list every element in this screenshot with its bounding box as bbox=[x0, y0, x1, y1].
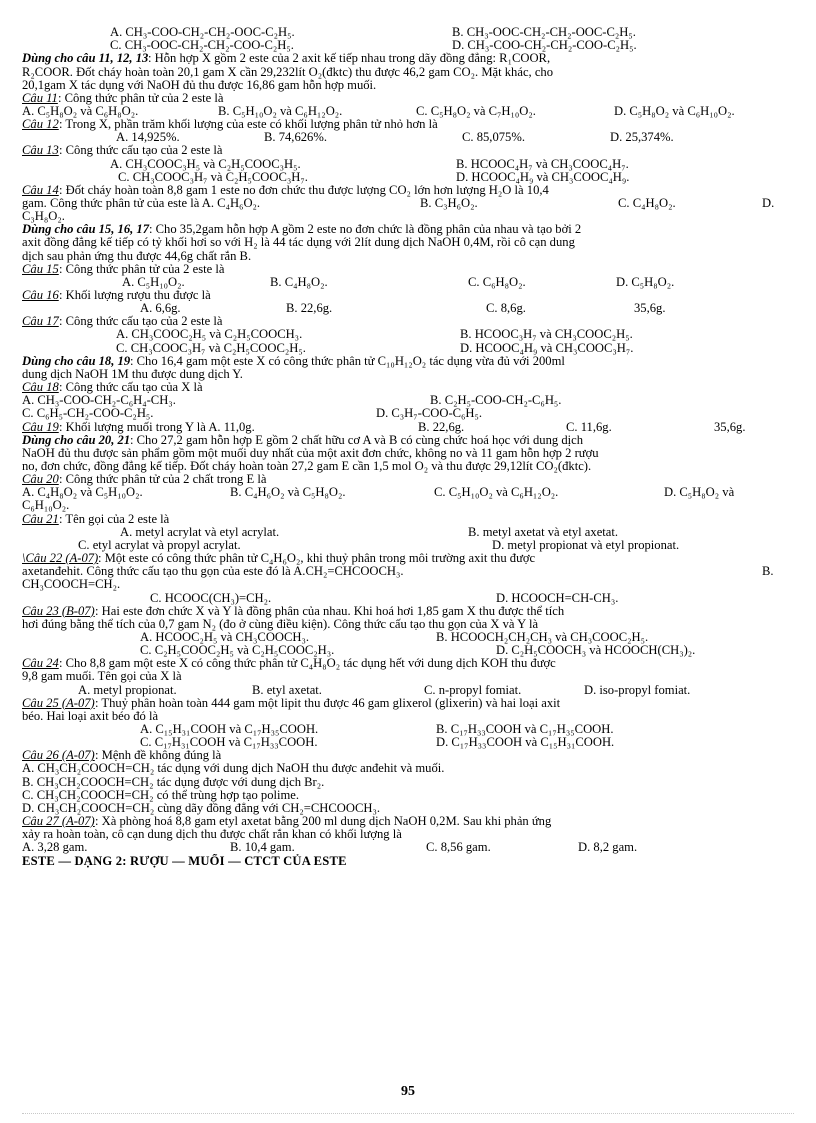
question-text: : Khối lượng rượu thu được là bbox=[59, 288, 211, 302]
text-segment: C. C₄H₈O₂. bbox=[618, 196, 676, 210]
text-line bbox=[22, 354, 794, 368]
text-line bbox=[22, 709, 794, 723]
text-segment: B. HCOOC₃H₇ và CH₃COOC₂H₅. bbox=[460, 327, 633, 342]
text-line bbox=[22, 656, 794, 670]
question-text: : Hai este đơn chức X và Y là đồng phân của nhau. Khi hoá hơi 1,85 gam X thu được thể tích bbox=[95, 603, 565, 618]
text-segment: no, đơn chức, đồng đẳng kế tiếp. Đốt cháy hoàn toàn 27,2 gam E cần 1,5 mol O₂ và thu được 29,12lít CO₂(đktc). bbox=[22, 458, 592, 473]
text-segment: C. C₆H₈O₂. bbox=[468, 274, 526, 289]
text-segment: 20,1gam X tác dụng với NaOH đủ thu được 16,86 gam hỗn hợp muối. bbox=[22, 77, 377, 92]
question-text: : Cho 8,8 gam một este X có công thức phân tử C₄H₈O₂ tác dụng hết với dung dịch KOH thu được bbox=[59, 656, 556, 671]
question-heading: Câu 19 bbox=[22, 419, 59, 434]
text-line bbox=[22, 393, 794, 407]
text-line bbox=[22, 788, 794, 802]
question-heading: Câu 15 bbox=[22, 261, 59, 276]
question-text: : Công thức phân tử của 2 este là bbox=[59, 261, 225, 276]
text-segment: C. C₂H₅COOC₂H₅ và C₂H₅COOC₂H₃. bbox=[140, 643, 335, 658]
question-heading: Dùng cho câu 20, 21 bbox=[22, 432, 131, 447]
text-segment: C. 85,075%. bbox=[462, 130, 525, 145]
text-segment: D. C₃H₇-COO-C₆H₅. bbox=[376, 406, 483, 421]
text-segment: D. C₅H₈O₂. bbox=[616, 274, 675, 289]
text-line bbox=[22, 840, 794, 854]
text-segment: NaOH đủ thu được sản phẩm gồm một muối duy nhất của một axit đơn chức, không no và 11 gam hỗn hợp 2 rượu bbox=[22, 445, 599, 460]
text-line bbox=[22, 314, 794, 328]
text-segment: C. CH₃COOC₃H₇ và C₂H₅COOC₂H₅. bbox=[116, 340, 306, 355]
text-segment: C. CH₃CH₂COOCH=CH₂ có thể trùng hợp tạo polime. bbox=[22, 787, 300, 802]
text-line bbox=[22, 91, 794, 105]
text-segment: C. C₅H₁₀O₂ và C₆H₁₂O₂. bbox=[434, 485, 559, 500]
text-segment: CH₃COOCH=CH₂. bbox=[22, 577, 121, 592]
text-line bbox=[22, 341, 794, 355]
text-line bbox=[22, 538, 794, 552]
text-segment: gam. Công thức phân tử của este là A. C₄H₆O₂. bbox=[22, 196, 261, 210]
question-text: : Công thức phân tử của 2 chất trong E là bbox=[59, 472, 267, 487]
text-segment: C. C₁₇H₃₁COOH và C₁₇H₃₃COOH. bbox=[140, 735, 318, 750]
text-segment: B. etyl axetat. bbox=[252, 682, 322, 697]
text-line bbox=[22, 288, 794, 302]
text-segment: B. 10,4 gam. bbox=[230, 840, 295, 855]
text-segment: dung dịch NaOH 1M thu được dung dịch Y. bbox=[22, 366, 243, 381]
text-line bbox=[22, 209, 794, 223]
text-segment: A. C₄H₈O₂ và C₅H₁₀O₂. bbox=[22, 485, 143, 500]
footer-rule bbox=[22, 1113, 794, 1114]
text-line bbox=[22, 735, 794, 749]
text-line bbox=[22, 78, 794, 92]
text-line bbox=[22, 235, 794, 249]
question-text: : Hỗn hợp X gồm 2 este của 2 axit kế tiếp nhau trong dãy đồng đẳng: R₁COOR, bbox=[148, 51, 551, 66]
text-segment: D. 8,2 gam. bbox=[578, 840, 638, 855]
text-segment: C. CH₃COOC₃H₇ và C₂H₅COOC₃H₇. bbox=[118, 169, 308, 184]
text-segment: hơi đúng bằng thể tích của 0,7 gam N₂ (đo ở cùng điều kiện). Công thức cấu tạo thu gọn của X và Y là bbox=[22, 616, 539, 631]
question-heading: Câu 17 bbox=[22, 314, 59, 329]
text-segment: A. CH₃CH₂COOCH=CH₂ tác dụng với dung dịch NaOH thu được anđehit và muối. bbox=[22, 761, 445, 776]
text-segment: B. 22,6g. bbox=[286, 301, 333, 316]
text-segment: B. C₅H₁₀O₂ và C₆H₁₂O₂. bbox=[218, 103, 343, 118]
text-segment: D. HCOOC₄H₉ và CH₃COOC₃H₇. bbox=[460, 340, 634, 355]
text-segment: A. 14,925%. bbox=[116, 130, 180, 145]
text-line bbox=[22, 25, 794, 39]
question-text: : Trong X, phần trăm khối lượng của este có khối lượng phân tử nhỏ hơn là bbox=[59, 117, 438, 131]
question-text: : Mệnh đề không đúng là bbox=[95, 748, 222, 763]
text-line bbox=[22, 249, 794, 263]
text-line bbox=[22, 472, 794, 486]
question-text: : Đốt cháy hoàn toàn 8,8 gam 1 este no đơn chức thu được lượng CO₂ lớn hơn lượng H₂O là 10,4 bbox=[59, 182, 549, 197]
question-heading: Câu 20 bbox=[22, 472, 59, 487]
text-line bbox=[22, 696, 794, 710]
text-segment: B. C₄H₈O₂. bbox=[270, 274, 328, 289]
text-segment: C. C₅H₈O₂ và C₇H₁₀O₂. bbox=[416, 103, 536, 118]
text-segment: D. HCOOCH=CH-CH₃. bbox=[496, 590, 619, 605]
text-segment: D. C₅H₈O₂ và C₆H₁₀O₂. bbox=[614, 103, 735, 118]
question-text: : Cho 27,2 gam hỗn hợp E gồm 2 chất hữu cơ A và B có cùng chức hoá học với dung dịch bbox=[130, 432, 583, 447]
question-heading: Câu 25 (A-07) bbox=[22, 695, 95, 710]
text-line bbox=[22, 630, 794, 644]
text-segment: D. 25,374%. bbox=[610, 130, 674, 145]
text-line bbox=[22, 157, 794, 171]
text-segment: axetanđehit. Công thức cấu tạo thu gọn của este đó là A.CH₂=CHCOOCH₃. bbox=[22, 564, 404, 579]
text-line bbox=[22, 143, 794, 157]
text-line bbox=[22, 591, 794, 605]
text-segment: D. bbox=[762, 196, 775, 210]
text-line bbox=[22, 420, 794, 434]
text-line bbox=[22, 222, 794, 236]
text-segment: B. C₁₇H₃₃COOH và C₁₇H₃₅COOH. bbox=[436, 722, 614, 736]
answer-option: C. 11,6g. bbox=[566, 419, 612, 434]
text-segment: A. metyl acrylat và etyl acrylat. bbox=[120, 524, 280, 539]
text-segment: D. C₁₇H₃₃COOH và C₁₅H₃₁COOH. bbox=[436, 735, 615, 750]
text-line bbox=[22, 485, 794, 499]
text-line bbox=[22, 498, 794, 512]
question-text: : Thuỷ phân hoàn toàn 444 gam một lipit thu được 46 gam glixerol (glixerin) và hai loại axit bbox=[95, 695, 561, 710]
text-line bbox=[22, 367, 794, 381]
text-segment: C. n-propyl fomiat. bbox=[424, 682, 522, 697]
text-segment: béo. Hai loại axit béo đó là bbox=[22, 708, 159, 723]
text-line bbox=[22, 170, 794, 184]
text-segment: D. metyl propionat và etyl propionat. bbox=[492, 537, 680, 552]
text-segment: A. CH₃COOC₃H₅ và C₂H₅COOC₃H₅. bbox=[110, 156, 301, 171]
text-line bbox=[22, 380, 794, 394]
text-line bbox=[22, 564, 794, 578]
question-text: : Cho 16,4 gam một este X có công thức phân tử C₁₀H₁₂O₂ tác dụng vừa đủ với 200ml bbox=[130, 353, 565, 368]
text-line bbox=[22, 525, 794, 539]
text-segment: D. iso-propyl fomiat. bbox=[584, 682, 691, 697]
question-text: : Tên gọi của 2 este là bbox=[59, 511, 170, 526]
text-segment: D. C₅H₈O₂ và bbox=[664, 485, 735, 500]
question-heading: Dùng cho câu 11, 12, 13 bbox=[22, 51, 149, 66]
text-segment: A. 3,28 gam. bbox=[22, 840, 88, 855]
text-line bbox=[22, 104, 794, 118]
text-segment: 35,6g. bbox=[634, 301, 666, 316]
text-line bbox=[22, 827, 794, 841]
question-heading: Dùng cho câu 18, 19 bbox=[22, 353, 131, 368]
text-line bbox=[22, 433, 794, 447]
question-text: : Công thức cấu tạo của 2 este là bbox=[59, 314, 223, 329]
text-segment: A. CH₃-COO-CH₂-C₆H₄-CH₃. bbox=[22, 393, 176, 408]
question-text: : Công thức cấu tạo của X là bbox=[59, 380, 203, 395]
text-segment: 9,8 gam muối. Tên gọi của X là bbox=[22, 669, 182, 684]
text-line bbox=[22, 617, 794, 631]
text-segment: C. C₆H₅-CH₂-COO-C₂H₅. bbox=[22, 406, 154, 421]
question-text: : Khối lượng muối trong Y là A. 11,0g. bbox=[59, 419, 255, 434]
text-line bbox=[22, 327, 794, 341]
question-heading: \Câu 22 (A-07) bbox=[22, 551, 99, 565]
answer-option: B. 22,6g. bbox=[418, 419, 465, 434]
text-line bbox=[22, 65, 794, 79]
text-line bbox=[22, 604, 794, 618]
text-line bbox=[22, 683, 794, 697]
text-segment: C. 8,56 gam. bbox=[426, 840, 491, 855]
text-line bbox=[22, 51, 794, 65]
text-line bbox=[22, 406, 794, 420]
text-segment: D. CH₃CH₂COOCH=CH₂ cùng dãy đồng đẳng với CH₂=CHCOOCH₃. bbox=[22, 800, 381, 815]
text-line bbox=[22, 117, 794, 131]
text-line bbox=[22, 577, 794, 591]
text-line bbox=[22, 669, 794, 683]
text-line bbox=[22, 130, 794, 144]
text-line bbox=[22, 262, 794, 276]
text-line bbox=[22, 775, 794, 789]
text-line bbox=[22, 38, 794, 52]
text-segment: B. CH₃CH₂COOCH=CH₂ tác dụng được với dung dịch Br₂. bbox=[22, 774, 325, 789]
question-text: : Xà phòng hoá 8,8 gam etyl axetat bằng 200 ml dung dịch NaOH 0,2M. Sau khi phản ứng bbox=[95, 814, 552, 828]
text-segment: A. CH₃-COO-CH₂-CH₂-OOC-C₂H₅. bbox=[110, 25, 295, 39]
question-text: : Công thức cấu tạo của 2 este là bbox=[59, 143, 223, 158]
text-segment: C. CH₃-OOC-CH₂-CH₂-COO-C₂H₅. bbox=[110, 38, 294, 53]
text-segment: B. 74,626%. bbox=[264, 130, 327, 145]
question-heading: Câu 26 (A-07) bbox=[22, 748, 95, 763]
text-segment: B. HCOOC₄H₇ và CH₃COOC₄H₇. bbox=[456, 156, 629, 171]
text-segment: B. metyl axetat và etyl axetat. bbox=[468, 524, 619, 539]
text-segment: B. C₂H₅-COO-CH₂-C₆H₅. bbox=[430, 393, 562, 408]
question-heading: Câu 11 bbox=[22, 90, 58, 105]
text-segment: A. 6,6g. bbox=[140, 301, 181, 316]
text-segment: D. CH₃-COO-CH₂-CH₂-COO-C₂H₅. bbox=[452, 38, 637, 53]
question-heading: Câu 18 bbox=[22, 380, 59, 395]
text-line bbox=[22, 761, 794, 775]
text-segment: ESTE — DẠNG 2: RƯỢU — MUỐI — CTCT CỦA ESTE bbox=[22, 853, 347, 868]
question-heading: Câu 23 (B-07) bbox=[22, 603, 95, 618]
text-segment: A. C₅H₈O₂ và C₆H₈O₂. bbox=[22, 103, 139, 118]
answer-option: 35,6g. bbox=[714, 419, 746, 434]
text-segment: C. HCOOC(CH₃)=CH₂. bbox=[150, 590, 272, 605]
text-segment: xảy ra hoàn toàn, cô cạn dung dịch thu được chất rắn khan có khối lượng là bbox=[22, 827, 402, 842]
text-line bbox=[22, 643, 794, 657]
question-text: : Cho 35,2gam hỗn hợp A gồm 2 este no đơn chức là đồng phân của nhau và tạo bởi 2 bbox=[149, 222, 582, 237]
text-segment: C. 8,6g. bbox=[486, 301, 526, 316]
page-number: 95 bbox=[401, 1084, 415, 1099]
text-line bbox=[22, 196, 794, 210]
text-segment: A. C₁₅H₃₁COOH và C₁₇H₃₅COOH. bbox=[140, 722, 319, 736]
question-text: : Công thức phân tử của 2 este là bbox=[58, 90, 224, 105]
question-heading: Câu 13 bbox=[22, 143, 59, 158]
text-segment: C. etyl acrylat và propyl acrylat. bbox=[78, 537, 241, 552]
text-line bbox=[22, 512, 794, 526]
text-segment: B. bbox=[762, 564, 774, 579]
question-heading: Câu 21 bbox=[22, 511, 59, 526]
question-text: : Một este có công thức phân tử C₄H₆O₂, khi thuỷ phân trong môi trường axit thu được bbox=[98, 551, 536, 565]
question-heading: Câu 14 bbox=[22, 182, 59, 197]
text-line bbox=[22, 722, 794, 736]
text-segment: C₃H₈O₂. bbox=[22, 209, 65, 224]
question-heading: Dùng cho câu 15, 16, 17 bbox=[22, 222, 150, 237]
question-heading: Câu 12 bbox=[22, 117, 59, 131]
question-heading: Câu 16 bbox=[22, 288, 59, 302]
text-segment: B. HCOOCH₂CH₂CH₃ và CH₃COOC₂H₅. bbox=[436, 629, 649, 644]
text-line bbox=[22, 854, 794, 868]
text-segment: B. C₄H₆O₂ và C₅H₈O₂. bbox=[230, 485, 346, 500]
text-line bbox=[22, 551, 794, 565]
text-segment: C₆H₁₀O₂. bbox=[22, 498, 70, 513]
text-segment: A. metyl propionat. bbox=[78, 682, 177, 697]
text-line bbox=[22, 301, 794, 315]
text-line bbox=[22, 446, 794, 460]
text-segment: dịch sau phản ứng thu được 44,6g chất rắn B. bbox=[22, 248, 252, 263]
text-segment: A. HCOOC₂H₅ và CH₃COOCH₃. bbox=[140, 629, 310, 644]
text-line bbox=[22, 183, 794, 197]
text-line bbox=[22, 459, 794, 473]
text-segment: R₂COOR. Đốt cháy hoàn toàn 20,1 gam X cần 29,232lít O₂(đktc) thu được 46,2 gam CO₂. Mặt khác, cho bbox=[22, 64, 554, 79]
text-segment: A. C₅H₁₀O₂. bbox=[122, 274, 185, 289]
text-segment: axit đồng đẳng kế tiếp có tỷ khối hơi so với H₂ là 44 tác dụng với 2lít dung dịch NaOH 0,4M, rồi cô cạn dung bbox=[22, 235, 575, 250]
text-line bbox=[22, 275, 794, 289]
question-heading: Câu 27 (A-07) bbox=[22, 814, 95, 828]
text-segment: B. CH₃-OOC-CH₂-CH₂-OOC-C₂H₅. bbox=[452, 25, 636, 39]
text-line bbox=[22, 801, 794, 815]
text-segment: A. CH₃COOC₂H₅ và C₂H₅COOCH₃. bbox=[116, 327, 303, 342]
text-segment: B. C₃H₆O₂. bbox=[420, 196, 478, 210]
text-line bbox=[22, 814, 794, 828]
text-segment: D. HCOOC₄H₉ và CH₃COOC₄H₉. bbox=[456, 169, 630, 184]
question-heading: Câu 24 bbox=[22, 656, 59, 671]
text-line bbox=[22, 748, 794, 762]
text-segment: D. C₂H₅COOCH₃ và HCOOCH(CH₃)₂. bbox=[496, 643, 696, 658]
